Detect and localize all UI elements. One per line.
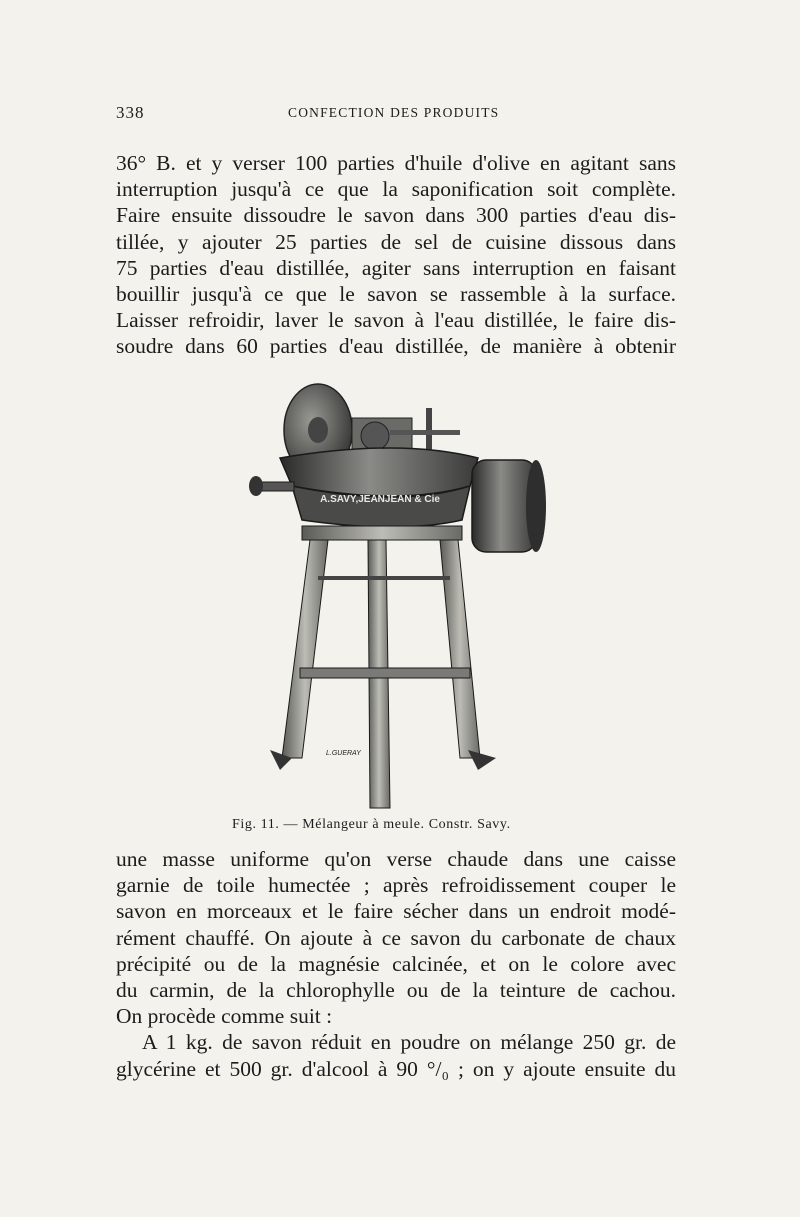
page-number: 338	[116, 103, 145, 122]
figure-melangeur-engraving	[240, 378, 560, 810]
text-line: soudre dans 60 parties d'eau distillée, de manière à obtenir	[116, 334, 676, 359]
text-line: bouillir jusqu'à ce que le savon se rassemble à la surface.	[116, 281, 676, 306]
text-line: 36° B. et y verser 100 parties d'huile d'olive en agitant sans	[116, 151, 676, 175]
text-line: 75 parties d'eau distillée, agiter sans interruption en faisant	[116, 255, 676, 280]
text-line: du carmin, de la chlorophylle ou de la teinture de cachou.	[116, 977, 676, 1002]
paragraph-bottom	[116, 846, 676, 1082]
stand-leg	[440, 540, 480, 758]
text-line: glycérine et 500 gr. d'alcool à 90 °/₀ ; on y ajoute ensuite du	[116, 1056, 676, 1081]
text-line: A 1 kg. de savon réduit en poudre on mélange 250 gr. de	[142, 1030, 676, 1055]
running-title: CONFECTION DES PRODUITS	[288, 105, 500, 120]
figure-caption: Fig. 11. — Mélangeur à meule. Constr. Savy.	[232, 817, 511, 832]
page-header	[116, 103, 676, 127]
melangeur-illustration	[240, 378, 560, 810]
stand-leg	[282, 540, 328, 758]
text-line: On procède comme suit :	[116, 1004, 333, 1029]
text-line: savon en morceaux et le faire sécher dans un endroit modé-	[116, 899, 676, 924]
text-line: une masse uniforme qu'on verse chaude dans une caisse	[116, 847, 676, 871]
text-line: garnie de toile humectée ; après refroidissement couper le	[116, 873, 676, 898]
text-line: interruption jusqu'à ce que la saponification soit complète.	[116, 177, 676, 202]
text-line: précipité ou de la magnésie calcinée, et on le colore avec	[116, 951, 676, 976]
text-line: Laisser refroidir, laver le savon à l'eau distillée, le faire dis-	[116, 308, 676, 333]
paragraph-top	[116, 150, 676, 360]
text-line: Faire ensuite dissoudre le savon dans 300 parties d'eau dis-	[116, 203, 676, 228]
maker-inscription: A.SAVY,JEANJEAN & Cie	[320, 494, 440, 505]
text-line: tillée, y ajouter 25 parties de sel de cuisine dissous dans	[116, 229, 676, 254]
stand-top	[302, 526, 462, 540]
text-line: rément chauffé. On ajoute à ce savon du carbonate de chaux	[116, 925, 676, 950]
engraver-signature: L.GUERAY	[326, 750, 361, 757]
